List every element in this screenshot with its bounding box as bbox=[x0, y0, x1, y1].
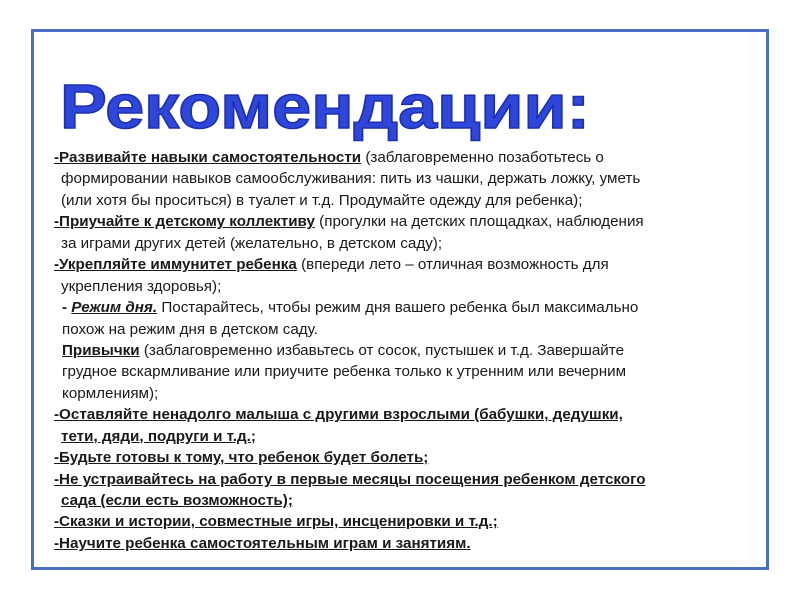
item-text-continued: укрепления здоровья); bbox=[61, 277, 222, 295]
item-text-continued: тети, дяди, подруги и т.д.; bbox=[61, 427, 256, 445]
item-text: (впереди лето – отличная возможность для bbox=[296, 256, 609, 274]
item-text: Постарайтесь, чтобы режим дня вашего ребенка был максимально bbox=[157, 299, 639, 317]
item-dash: - bbox=[62, 299, 72, 317]
item-text-continued: (или хотя бы проситься) в туалет и т.д. Продумайте одежду для ребенка); bbox=[61, 191, 583, 209]
list-item-games: -Научите ребенка самостоятельным играм и занятиям. bbox=[54, 534, 471, 552]
item-text-continued: похож на режим дня в детском саду. bbox=[62, 320, 318, 338]
item-text-continued: кормлениям); bbox=[62, 384, 159, 402]
list-item-tales: -Сказки и истории, совместные игры, инсценировки и т.д.; bbox=[54, 513, 498, 531]
item-heading: Привычки bbox=[62, 341, 140, 359]
item-heading: Режим дня. bbox=[71, 299, 158, 317]
list-item-illness: -Будьте готовы к тому, что ребенок будет болеть; bbox=[54, 449, 429, 467]
recommendations-list bbox=[54, 147, 759, 554]
item-text-continued: грудное вскармливание или приучите ребенка только к утренним или вечерним bbox=[62, 363, 627, 381]
list-item-work: -Не устраивайтесь на работу в первые месяцы посещения ребенком детского bbox=[54, 470, 646, 488]
list-item-skills bbox=[54, 147, 759, 168]
page-title-text: Рекомендации: bbox=[60, 73, 590, 142]
list-item-team bbox=[54, 211, 759, 232]
item-text: (заблаговременно позаботьтесь о bbox=[361, 149, 604, 166]
list-item-regime bbox=[54, 297, 759, 318]
page-title bbox=[60, 56, 600, 142]
list-item-immunity bbox=[54, 254, 759, 275]
item-text-continued: формировании навыков самообслуживания: пить из чашки, держать ложку, уметь bbox=[61, 170, 641, 188]
list-item-habits bbox=[54, 340, 759, 361]
list-item-leave: -Оставляйте ненадолго малыша с другими взрослыми (бабушки, дедушки, bbox=[54, 406, 623, 424]
item-text: (заблаговременно избавьтесь от сосок, пустышек и т.д. Завершайте bbox=[139, 341, 625, 359]
item-heading: -Укрепляйте иммунитет ребенка bbox=[54, 256, 297, 274]
item-heading: -Приучайте к детскому коллективу bbox=[54, 213, 315, 231]
item-heading: -Развивайте навыки самостоятельности bbox=[54, 149, 362, 166]
item-text-continued: за играми других детей (желательно, в детском саду); bbox=[61, 234, 443, 252]
item-text-continued: сада (если есть возможность); bbox=[61, 492, 293, 509]
item-text: (прогулки на детских площадках, наблюдения bbox=[314, 213, 644, 231]
